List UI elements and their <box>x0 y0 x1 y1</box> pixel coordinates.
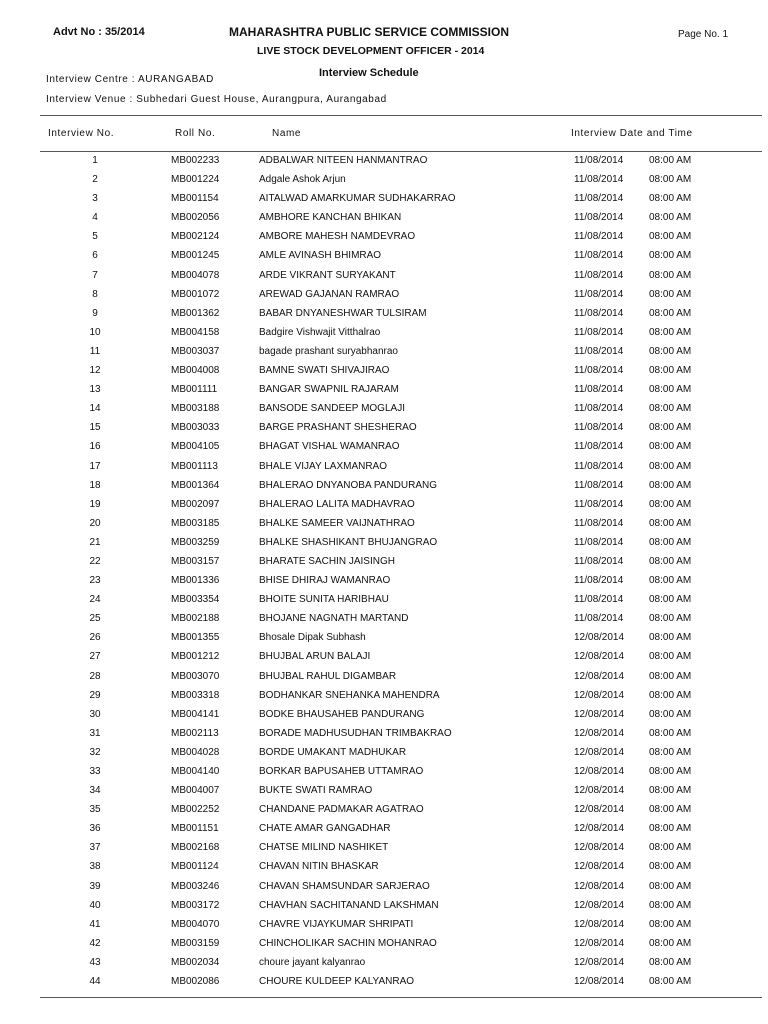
name-cell: CHOURE KULDEEP KALYANRAO <box>259 976 415 988</box>
interview-no-cell: 9 <box>92 307 98 319</box>
table-row <box>0 362 768 381</box>
interview-date-cell: 12/08/2014 <box>574 861 625 873</box>
interview-date-cell: 11/08/2014 <box>574 193 624 205</box>
table-row <box>0 267 768 286</box>
interview-time-cell: 08:00 AM <box>649 441 692 453</box>
post-title: LIVE STOCK DEVELOPMENT OFFICER - 2014 <box>257 45 485 57</box>
roll-no-cell: MB001151 <box>171 823 219 835</box>
interview-date-cell: 11/08/2014 <box>574 517 624 529</box>
table-row <box>0 668 768 687</box>
table-row <box>0 343 768 362</box>
name-cell: BANSODE SANDEEP MOGLAJI <box>259 403 405 415</box>
table-row <box>0 744 768 763</box>
name-cell: AREWAD GAJANAN RAMRAO <box>259 288 400 300</box>
column-header-date-time: Interview Date and Time <box>571 128 693 139</box>
interview-time-cell: 08:00 AM <box>649 746 692 758</box>
roll-no-cell: MB002113 <box>171 727 219 739</box>
table-row <box>0 706 768 725</box>
interview-no-cell: 29 <box>89 689 101 701</box>
name-cell: BHAGAT VISHAL WAMANRAO <box>259 441 400 453</box>
interview-date-cell: 11/08/2014 <box>574 594 624 606</box>
interview-no-cell: 27 <box>89 651 101 663</box>
name-cell: BHALE VIJAY LAXMANRAO <box>259 460 388 472</box>
table-row <box>0 324 768 343</box>
interview-date-cell: 11/08/2014 <box>574 613 624 625</box>
interview-date-cell: 11/08/2014 <box>574 422 624 434</box>
table-row <box>0 286 768 305</box>
interview-no-cell: 33 <box>89 766 101 777</box>
column-header-roll-no: Roll No. <box>175 128 216 139</box>
interview-no-cell: 43 <box>89 956 101 968</box>
interview-no-cell: 23 <box>89 575 101 587</box>
interview-date-cell: 12/08/2014 <box>574 956 625 968</box>
interview-time-cell: 08:00 AM <box>649 231 692 243</box>
interview-no-cell: 1 <box>92 155 98 166</box>
table-row <box>0 400 768 419</box>
interview-no-cell: 13 <box>89 384 101 396</box>
name-cell: CHATE AMAR GANGADHAR <box>259 823 391 835</box>
interview-time-cell: 08:00 AM <box>649 976 692 988</box>
roll-no-cell: MB002188 <box>171 613 220 625</box>
table-row <box>0 687 768 706</box>
name-cell: BODKE BHAUSAHEB PANDURANG <box>259 708 425 720</box>
interview-date-cell: 11/08/2014 <box>574 479 624 491</box>
name-cell: BODHANKAR SNEHANKA MAHENDRA <box>259 689 440 701</box>
interview-no-cell: 36 <box>89 823 101 835</box>
interview-date-cell: 12/08/2014 <box>574 670 625 682</box>
interview-time-cell: 08:00 AM <box>649 766 692 777</box>
roll-no-cell: MB001336 <box>171 575 220 587</box>
interview-time-cell: 08:00 AM <box>649 651 692 663</box>
interview-no-cell: 28 <box>89 670 101 682</box>
table-row <box>0 515 768 534</box>
interview-no-cell: 30 <box>89 708 101 720</box>
interview-no-cell: 34 <box>89 785 101 797</box>
table-row <box>0 591 768 610</box>
interview-time-cell: 08:00 AM <box>649 536 692 548</box>
table-row <box>0 763 768 782</box>
interview-date-cell: 12/08/2014 <box>574 880 625 892</box>
table-row <box>0 820 768 839</box>
roll-no-cell: MB003172 <box>171 899 220 911</box>
interview-date-cell: 11/08/2014 <box>574 345 624 357</box>
interview-date-cell: 11/08/2014 <box>574 498 624 510</box>
interview-time-cell: 08:00 AM <box>649 155 692 166</box>
interview-time-cell: 08:00 AM <box>649 384 692 396</box>
interview-date-cell: 11/08/2014 <box>574 365 624 377</box>
table-row <box>0 553 768 572</box>
table-row <box>0 725 768 744</box>
interview-time-cell: 08:00 AM <box>649 193 692 205</box>
roll-no-cell: MB001154 <box>171 193 219 205</box>
roll-no-cell: MB004158 <box>171 326 220 338</box>
interview-time-cell: 08:00 AM <box>649 727 692 739</box>
interview-date-cell: 11/08/2014 <box>574 288 624 300</box>
interview-no-cell: 12 <box>89 365 101 377</box>
advertisement-number: Advt No : 35/2014 <box>53 26 145 38</box>
interview-no-cell: 24 <box>89 594 101 606</box>
table-row <box>0 458 768 477</box>
name-cell: BHALERAO DNYANOBA PANDURANG <box>259 479 438 491</box>
interview-time-cell: 08:00 AM <box>649 823 692 835</box>
table-row <box>0 381 768 400</box>
table-row <box>0 916 768 935</box>
interview-date-cell: 11/08/2014 <box>574 555 624 567</box>
interview-date-cell: 11/08/2014 <box>574 536 624 548</box>
roll-no-cell: MB003259 <box>171 536 220 548</box>
table-row <box>0 152 768 171</box>
name-cell: BORKAR BAPUSAHEB UTTAMRAO <box>259 766 424 777</box>
interview-no-cell: 42 <box>89 937 101 949</box>
interview-no-cell: 7 <box>92 269 98 281</box>
name-cell: Adgale Ashok Arjun <box>259 174 346 186</box>
interview-time-cell: 08:00 AM <box>649 307 692 319</box>
interview-no-cell: 16 <box>89 441 101 453</box>
interview-date-cell: 12/08/2014 <box>574 727 625 739</box>
interview-no-cell: 22 <box>89 555 101 567</box>
commission-title: MAHARASHTRA PUBLIC SERVICE COMMISSION <box>229 25 510 39</box>
table-row <box>0 438 768 457</box>
name-cell: BHISE DHIRAJ WAMANRAO <box>259 575 391 587</box>
interview-time-cell: 08:00 AM <box>649 498 692 510</box>
name-cell: CHAVAN SHAMSUNDAR SARJERAO <box>259 880 430 892</box>
interview-no-cell: 32 <box>89 746 101 758</box>
interview-date-cell: 12/08/2014 <box>574 766 625 777</box>
interview-date-cell: 11/08/2014 <box>574 326 624 338</box>
page-number: Page No. 1 <box>678 29 729 40</box>
interview-no-cell: 26 <box>89 632 101 644</box>
interview-date-cell: 12/08/2014 <box>574 804 625 816</box>
name-cell: CHAVAN NITIN BHASKAR <box>259 861 379 873</box>
roll-no-cell: MB001113 <box>171 460 218 472</box>
interview-date-cell: 12/08/2014 <box>574 899 625 911</box>
table-top-rule <box>40 115 762 116</box>
interview-no-cell: 4 <box>92 212 98 224</box>
name-cell: BARGE PRASHANT SHESHERAO <box>259 422 417 434</box>
interview-date-cell: 11/08/2014 <box>574 307 624 319</box>
interview-time-cell: 08:00 AM <box>649 422 692 434</box>
interview-date-cell: 12/08/2014 <box>574 842 625 854</box>
roll-no-cell: MB001364 <box>171 479 220 491</box>
roll-no-cell: MB003246 <box>171 880 220 892</box>
roll-no-cell: MB002086 <box>171 976 220 988</box>
name-cell: BAMNE SWATI SHIVAJIRAO <box>259 365 390 377</box>
name-cell: BUKTE SWATI RAMRAO <box>259 785 373 797</box>
name-cell: BHOITE SUNITA HARIBHAU <box>259 594 389 606</box>
name-cell: Badgire Vishwajit Vitthalrao <box>259 326 381 338</box>
interview-no-cell: 5 <box>92 231 98 243</box>
interview-time-cell: 08:00 AM <box>649 880 692 892</box>
roll-no-cell: MB003037 <box>171 345 220 357</box>
name-cell: bagade prashant suryabhanrao <box>259 345 398 357</box>
roll-no-cell: MB002124 <box>171 231 220 243</box>
interview-date-cell: 11/08/2014 <box>574 460 624 472</box>
interview-time-cell: 08:00 AM <box>649 861 692 873</box>
table-row <box>0 801 768 820</box>
table-row <box>0 247 768 266</box>
interview-date-cell: 12/08/2014 <box>574 708 625 720</box>
interview-time-cell: 08:00 AM <box>649 212 692 224</box>
interview-time-cell: 08:00 AM <box>649 918 692 930</box>
roll-no-cell: MB004141 <box>171 708 220 720</box>
roll-no-cell: MB003354 <box>171 594 220 606</box>
table-header <box>0 128 768 142</box>
roll-no-cell: MB001111 <box>171 384 218 396</box>
name-cell: BHUJBAL ARUN BALAJI <box>259 651 371 663</box>
name-cell: choure jayant kalyanrao <box>259 956 366 968</box>
interview-time-cell: 08:00 AM <box>649 670 692 682</box>
name-cell: CHAVRE VIJAYKUMAR SHRIPATI <box>259 918 414 930</box>
roll-no-cell: MB002097 <box>171 498 220 510</box>
table-row <box>0 419 768 438</box>
interview-date-cell: 11/08/2014 <box>574 403 624 415</box>
interview-no-cell: 14 <box>89 403 101 415</box>
name-cell: AMBORE MAHESH NAMDEVRAO <box>259 231 416 243</box>
interview-no-cell: 37 <box>89 842 101 854</box>
roll-no-cell: MB003185 <box>171 517 220 529</box>
roll-no-cell: MB004007 <box>171 785 220 797</box>
table-row <box>0 973 768 992</box>
roll-no-cell: MB003159 <box>171 937 220 949</box>
interview-date-cell: 12/08/2014 <box>574 632 625 644</box>
name-cell: BHARATE SACHIN JAISINGH <box>259 555 395 567</box>
schedule-table-body <box>0 152 768 992</box>
interview-no-cell: 15 <box>89 422 101 434</box>
roll-no-cell: MB001245 <box>171 250 220 262</box>
interview-centre: Interview Centre : AURANGABAD <box>46 74 215 85</box>
interview-no-cell: 20 <box>89 517 101 529</box>
name-cell: BORADE MADHUSUDHAN TRIMBAKRAO <box>259 727 452 739</box>
table-row <box>0 610 768 629</box>
name-cell: BHALKE SHASHIKANT BHUJANGRAO <box>259 536 438 548</box>
interview-no-cell: 2 <box>92 174 98 186</box>
table-row <box>0 782 768 801</box>
column-header-interview-no: Interview No. <box>48 128 115 139</box>
interview-time-cell: 08:00 AM <box>649 632 692 644</box>
table-row <box>0 171 768 190</box>
name-cell: BANGAR SWAPNIL RAJARAM <box>259 384 399 396</box>
name-cell: AMLE AVINASH BHIMRAO <box>259 250 382 262</box>
interview-date-cell: 12/08/2014 <box>574 937 625 949</box>
name-cell: CHANDANE PADMAKAR AGATRAO <box>259 804 424 816</box>
table-row <box>0 190 768 209</box>
table-row <box>0 878 768 897</box>
roll-no-cell: MB004008 <box>171 365 220 377</box>
roll-no-cell: MB003188 <box>171 403 220 415</box>
interview-no-cell: 19 <box>89 498 101 510</box>
table-row <box>0 897 768 916</box>
interview-date-cell: 12/08/2014 <box>574 918 625 930</box>
interview-date-cell: 12/08/2014 <box>574 746 625 758</box>
name-cell: Bhosale Dipak Subhash <box>259 632 366 644</box>
roll-no-cell: MB002056 <box>171 212 220 224</box>
interview-date-cell: 11/08/2014 <box>574 231 624 243</box>
interview-no-cell: 40 <box>89 899 101 911</box>
roll-no-cell: MB001212 <box>171 651 220 663</box>
roll-no-cell: MB003157 <box>171 555 220 567</box>
table-row <box>0 209 768 228</box>
interview-time-cell: 08:00 AM <box>649 460 692 472</box>
interview-no-cell: 25 <box>89 613 101 625</box>
name-cell: BHOJANE NAGNATH MARTAND <box>259 613 409 625</box>
interview-no-cell: 8 <box>92 288 98 300</box>
interview-date-cell: 11/08/2014 <box>574 441 624 453</box>
interview-time-cell: 08:00 AM <box>649 326 692 338</box>
name-cell: ADBALWAR NITEEN HANMANTRAO <box>259 155 428 166</box>
interview-no-cell: 35 <box>89 804 101 816</box>
name-cell: BHUJBAL RAHUL DIGAMBAR <box>259 670 397 682</box>
interview-date-cell: 11/08/2014 <box>574 155 624 166</box>
interview-time-cell: 08:00 AM <box>649 899 692 911</box>
interview-no-cell: 21 <box>89 536 101 548</box>
table-row <box>0 954 768 973</box>
name-cell: CHAVHAN SACHITANAND LAKSHMAN <box>259 899 439 911</box>
name-cell: AMBHORE KANCHAN BHIKAN <box>259 212 402 224</box>
name-cell: BHALKE SAMEER VAIJNATHRAO <box>259 517 415 529</box>
table-row <box>0 305 768 324</box>
interview-no-cell: 17 <box>89 460 101 472</box>
schedule-title: Interview Schedule <box>319 67 419 79</box>
interview-time-cell: 08:00 AM <box>649 479 692 491</box>
interview-no-cell: 11 <box>89 345 101 357</box>
interview-time-cell: 08:00 AM <box>649 575 692 587</box>
interview-no-cell: 18 <box>89 479 101 491</box>
interview-time-cell: 08:00 AM <box>649 937 692 949</box>
name-cell: BABAR DNYANESHWAR TULSIRAM <box>259 307 427 319</box>
table-row <box>0 534 768 553</box>
roll-no-cell: MB004140 <box>171 766 220 777</box>
interview-no-cell: 41 <box>89 918 101 930</box>
interview-date-cell: 11/08/2014 <box>574 269 624 281</box>
roll-no-cell: MB004105 <box>171 441 220 453</box>
table-row <box>0 648 768 667</box>
interview-no-cell: 3 <box>92 193 98 205</box>
table-bottom-rule <box>40 997 762 998</box>
interview-date-cell: 11/08/2014 <box>574 250 624 262</box>
interview-no-cell: 6 <box>92 250 98 262</box>
roll-no-cell: MB001224 <box>171 174 220 186</box>
roll-no-cell: MB001124 <box>171 861 219 873</box>
table-row <box>0 629 768 648</box>
roll-no-cell: MB002034 <box>171 956 220 968</box>
table-row <box>0 496 768 515</box>
name-cell: ARDE VIKRANT SURYAKANT <box>259 269 396 281</box>
roll-no-cell: MB001355 <box>171 632 220 644</box>
interview-time-cell: 08:00 AM <box>649 594 692 606</box>
interview-date-cell: 11/08/2014 <box>574 212 624 224</box>
table-row <box>0 839 768 858</box>
roll-no-cell: MB003318 <box>171 689 220 701</box>
table-row <box>0 228 768 247</box>
roll-no-cell: MB002252 <box>171 804 220 816</box>
interview-date-cell: 11/08/2014 <box>574 575 624 587</box>
interview-no-cell: 38 <box>89 861 101 873</box>
interview-time-cell: 08:00 AM <box>649 365 692 377</box>
column-header-name: Name <box>272 128 302 139</box>
interview-date-cell: 12/08/2014 <box>574 651 625 663</box>
roll-no-cell: MB004070 <box>171 918 220 930</box>
interview-time-cell: 08:00 AM <box>649 269 692 281</box>
interview-no-cell: 39 <box>89 880 101 892</box>
interview-time-cell: 08:00 AM <box>649 517 692 529</box>
table-row <box>0 477 768 496</box>
interview-no-cell: 31 <box>89 727 101 739</box>
interview-time-cell: 08:00 AM <box>649 250 692 262</box>
roll-no-cell: MB001362 <box>171 307 220 319</box>
interview-time-cell: 08:00 AM <box>649 555 692 567</box>
interview-time-cell: 08:00 AM <box>649 403 692 415</box>
name-cell: CHATSE MILIND NASHIKET <box>259 842 389 854</box>
interview-date-cell: 12/08/2014 <box>574 689 625 701</box>
interview-time-cell: 08:00 AM <box>649 689 692 701</box>
roll-no-cell: MB004028 <box>171 746 220 758</box>
interview-no-cell: 44 <box>89 976 101 988</box>
name-cell: AITALWAD AMARKUMAR SUDHAKARRAO <box>259 193 456 205</box>
roll-no-cell: MB004078 <box>171 269 220 281</box>
interview-time-cell: 08:00 AM <box>649 288 692 300</box>
roll-no-cell: MB003070 <box>171 670 220 682</box>
roll-no-cell: MB002168 <box>171 842 220 854</box>
interview-date-cell: 12/08/2014 <box>574 976 625 988</box>
interview-date-cell: 12/08/2014 <box>574 823 625 835</box>
name-cell: BORDE UMAKANT MADHUKAR <box>259 746 407 758</box>
name-cell: BHALERAO LALITA MADHAVRAO <box>259 498 415 510</box>
interview-time-cell: 08:00 AM <box>649 708 692 720</box>
interview-date-cell: 12/08/2014 <box>574 785 625 797</box>
name-cell: CHINCHOLIKAR SACHIN MOHANRAO <box>259 937 437 949</box>
table-row <box>0 572 768 591</box>
interview-time-cell: 08:00 AM <box>649 804 692 816</box>
interview-time-cell: 08:00 AM <box>649 174 692 186</box>
interview-date-cell: 11/08/2014 <box>574 384 624 396</box>
roll-no-cell: MB002233 <box>171 155 220 166</box>
table-row <box>0 935 768 954</box>
interview-venue: Interview Venue : Subhedari Guest House, Aurangpura, Aurangabad <box>46 94 387 105</box>
table-row <box>0 858 768 877</box>
interview-time-cell: 08:00 AM <box>649 613 692 625</box>
interview-time-cell: 08:00 AM <box>649 842 692 854</box>
interview-time-cell: 08:00 AM <box>649 956 692 968</box>
interview-date-cell: 11/08/2014 <box>574 174 624 186</box>
interview-time-cell: 08:00 AM <box>649 785 692 797</box>
interview-time-cell: 08:00 AM <box>649 345 692 357</box>
roll-no-cell: MB001072 <box>171 288 220 300</box>
interview-no-cell: 10 <box>89 326 101 338</box>
roll-no-cell: MB003033 <box>171 422 220 434</box>
